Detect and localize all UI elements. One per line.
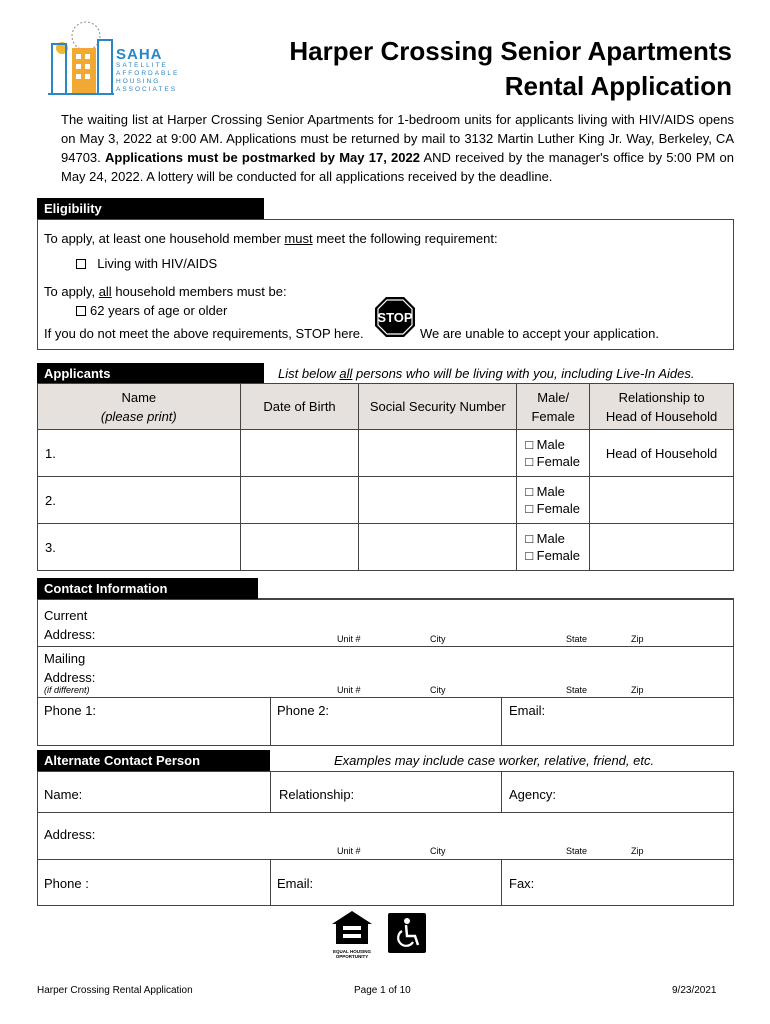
applicants-note [278, 366, 694, 381]
divider [270, 771, 271, 812]
intro-paragraph [61, 110, 734, 186]
option-age-62-label: 62 years of age or older [90, 303, 228, 318]
col-name-header [38, 384, 241, 430]
alternate-phone-field[interactable]: Phone : [44, 876, 89, 891]
req1-pre: To apply, at least one household member [44, 231, 285, 246]
note-post: persons who will be living with you, including Live-In Aides. [352, 366, 695, 381]
divider [501, 697, 502, 746]
female-option[interactable]: □ Female [525, 501, 581, 516]
option-age-62[interactable] [76, 303, 227, 318]
mailing-zip-label: Zip [631, 685, 644, 695]
divider [37, 646, 734, 647]
intro-bold: Applications must be postmarked by May 17, 2022 [105, 150, 420, 165]
current-address-label [44, 606, 95, 644]
current-address-input[interactable] [104, 606, 724, 632]
phone-1-field[interactable]: Phone 1: [44, 703, 97, 718]
applicant-name-cell[interactable] [38, 477, 241, 524]
relationship-cell: Head of Household [590, 430, 734, 477]
col-ssn-header: Social Security Number [359, 384, 517, 430]
divider [270, 697, 271, 746]
mailing-address-input[interactable] [104, 652, 724, 682]
dob-cell[interactable] [240, 524, 359, 571]
ssn-cell[interactable] [359, 524, 517, 571]
sex-cell [517, 477, 590, 524]
dob-cell[interactable] [240, 477, 359, 524]
table-row [38, 430, 734, 477]
current-label-1: Current [44, 608, 88, 623]
divider [501, 771, 502, 812]
current-label-2: Address: [44, 627, 96, 642]
col-sex-1: Male/ [537, 389, 570, 405]
logo-name: SAHA [116, 46, 163, 63]
eligibility-requirement-1 [44, 231, 498, 246]
row-number: 3. [45, 539, 56, 555]
note-underline: all [339, 366, 353, 381]
page-title [289, 34, 732, 104]
col-relationship-header [590, 384, 734, 430]
checkbox-age-62[interactable] [76, 306, 86, 316]
male-option[interactable]: □ Male [525, 531, 565, 546]
female-label: Female [536, 501, 581, 516]
req2-pre: To apply, [44, 284, 99, 299]
eligibility-header: Eligibility [37, 198, 264, 219]
alternate-contact-header: Alternate Contact Person [37, 750, 270, 771]
divider [37, 859, 734, 860]
table-row [38, 524, 734, 571]
ssn-cell[interactable] [359, 430, 517, 477]
current-city-label: City [430, 634, 446, 644]
male-option[interactable]: □ Male [525, 484, 565, 499]
dob-cell[interactable] [240, 430, 359, 477]
wheelchair-accessible-icon [388, 913, 426, 953]
title-line-1: Harper Crossing Senior Apartments [289, 36, 732, 66]
title-line-2: Rental Application [504, 71, 732, 101]
mailing-state-label: State [566, 685, 588, 695]
alternate-state-label: State [566, 846, 588, 856]
intro-part-1: The waiting list at Harper Crossing Senior Apartments for 1-bedroom units for applicants living with HIV/AIDS opens on May 3, 2022 at 9:00 AM. Applications must be returned by mail to 3132 Martin Luther King Jr. Way, Berkeley, CA 94703. [61, 112, 734, 165]
col-rel-1: Relationship to [618, 389, 705, 405]
stop-sign-icon [374, 296, 416, 338]
mailing-city-label: City [430, 685, 446, 695]
if-different-label: (if different) [44, 685, 90, 695]
sex-cell [517, 430, 590, 477]
col-sex-header [517, 384, 590, 430]
mailing-label-1: Mailing [44, 651, 86, 666]
checkbox-hiv-aids[interactable] [76, 259, 86, 269]
equal-housing-text: EQUAL HOUSING OPPORTUNITY [333, 949, 371, 959]
ssn-cell[interactable] [359, 477, 517, 524]
applicant-name-cell[interactable] [38, 430, 241, 477]
req1-underline: must [284, 231, 313, 246]
note-pre: List below [278, 366, 340, 381]
logo-subtitle: SATELLITE AFFORDABLE HOUSING ASSOCIATES [116, 62, 180, 93]
table-row [38, 477, 734, 524]
stop-message: We are unable to accept your application. [420, 326, 659, 341]
alternate-relationship-field[interactable]: Relationship: [279, 787, 355, 802]
applicants-header: Applicants [37, 363, 264, 384]
eligibility-requirement-2 [44, 284, 287, 299]
female-option[interactable]: □ Female [525, 548, 581, 563]
divider [37, 697, 734, 698]
alternate-unit-label: Unit # [337, 846, 361, 856]
divider [270, 859, 271, 906]
mailing-address-label [44, 649, 95, 687]
alternate-zip-label: Zip [631, 846, 644, 856]
contact-header: Contact Information [37, 578, 258, 599]
col-name-sub: (please print) [100, 408, 177, 424]
stop-sign-text: STOP [377, 310, 413, 325]
intro-part-2: AND received by the manager's office by 5:00 PM on May 24, 2022. A lottery will be conducted for all applications received by the deadline. [61, 150, 735, 184]
phone-2-field[interactable]: Phone 2: [277, 703, 330, 718]
row-number: 1. [45, 445, 56, 461]
footer-page-number: Page 1 of 10 [354, 985, 411, 996]
alternate-contact-box [37, 771, 734, 906]
alternate-name-field[interactable]: Name: [44, 787, 83, 802]
option-hiv-aids-label: Living with HIV/AIDS [97, 256, 218, 271]
req2-post: household members must be: [111, 284, 287, 299]
male-label: Male [536, 531, 565, 546]
divider [37, 812, 734, 813]
footer-title: Harper Crossing Rental Application [37, 985, 193, 996]
stop-instruction: If you do not meet the above requirements, STOP here. [44, 326, 364, 341]
equal-housing-badge [330, 910, 374, 959]
male-option[interactable]: □ Male [525, 437, 565, 452]
col-dob-header: Date of Birth [240, 384, 359, 430]
col-name-label: Name [121, 389, 157, 405]
table-header-row [38, 384, 734, 430]
male-label: Male [536, 437, 565, 452]
female-option[interactable]: □ Female [525, 454, 581, 469]
alternate-agency-field[interactable]: Agency: [509, 787, 556, 802]
divider [501, 859, 502, 906]
male-label: Male [536, 484, 565, 499]
email-field[interactable]: Email: [509, 703, 546, 718]
alternate-address-field[interactable]: Address: [44, 827, 96, 842]
col-rel-2: Head of Household [605, 408, 718, 424]
female-label: Female [536, 454, 581, 469]
row-number: 2. [45, 492, 56, 508]
current-zip-label: Zip [631, 634, 644, 644]
col-sex-2: Female [531, 408, 575, 424]
option-hiv-aids[interactable] [76, 256, 217, 271]
mailing-unit-label: Unit # [337, 685, 361, 695]
footer-date: 9/23/2021 [672, 985, 717, 996]
alternate-fax-field[interactable]: Fax: [509, 876, 535, 891]
current-unit-label: Unit # [337, 634, 361, 644]
relationship-cell[interactable] [590, 477, 734, 524]
current-state-label: State [566, 634, 588, 644]
equal-housing-icon [330, 910, 374, 946]
req2-underline: all [98, 284, 112, 299]
applicants-table [37, 383, 734, 571]
req1-post: meet the following requirement: [312, 231, 498, 246]
alternate-city-label: City [430, 846, 446, 856]
relationship-cell[interactable] [590, 524, 734, 571]
female-label: Female [536, 548, 581, 563]
alternate-email-field[interactable]: Email: [277, 876, 314, 891]
applicant-name-cell[interactable] [38, 524, 241, 571]
sex-cell [517, 524, 590, 571]
mailing-label-2: Address: [44, 670, 96, 685]
alternate-contact-note: Examples may include case worker, relative, friend, etc. [334, 753, 655, 768]
